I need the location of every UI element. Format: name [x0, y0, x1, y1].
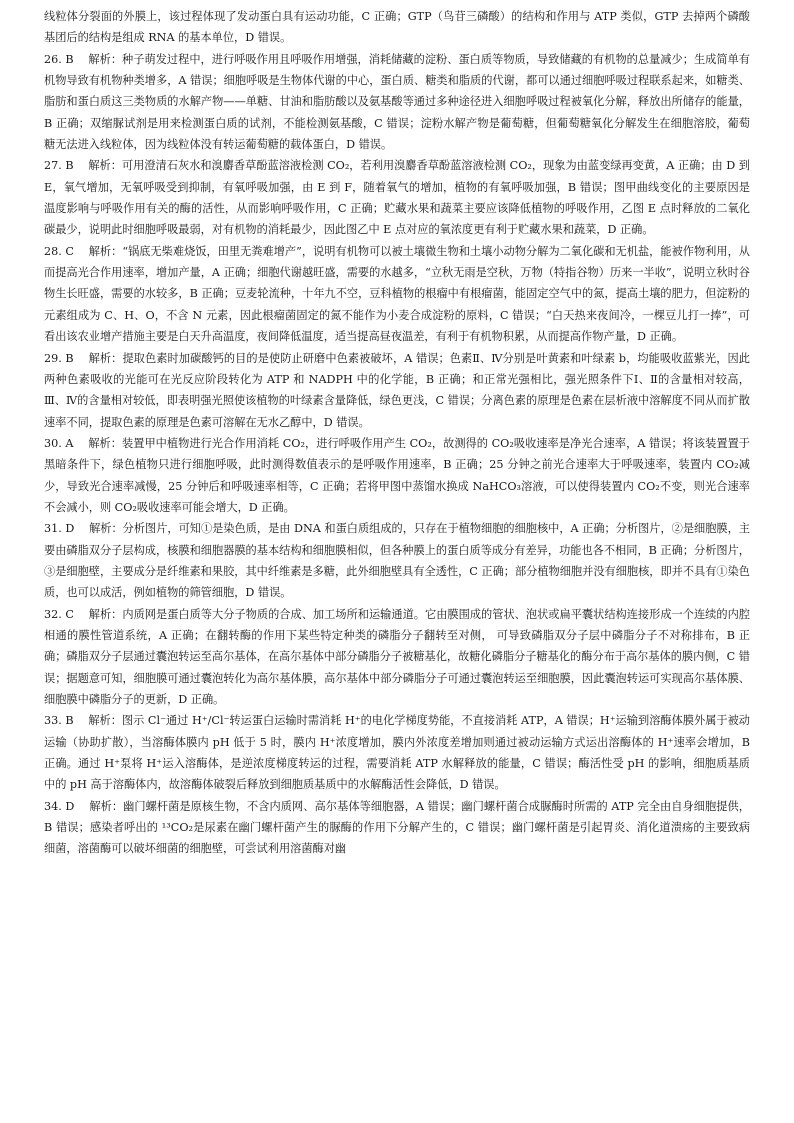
answer-paragraph-31: 31. D 解析：分析图片，可知①是染色质，是由 DNA 和蛋白质组成的，只存在于植物细胞的细胞核中，A 正确；分析图片，②是细胞膜，主要由磷脂双分子层构成，核膜和细胞器膜的基本结构和细胞膜相似，但各种膜上的蛋白质等成分有差异，功能也各不相同，B 正确；分析图片，③是细胞壁，主要成分是纤维素和果胶，其中纤维素是多糖，此外细胞壁具有全透性，C 正确；部分植物细胞并没有细胞核，即并不具有①染色质，也可以成活，例如植物的筛管细胞，D 错误。 — [44, 522, 750, 600]
answer-paragraph-27: 27. B 解析：可用澄清石灰水和溴麝香草酚蓝溶液检测 CO₂，若利用溴麝香草酚蓝溶液检测 CO₂，现象为由蓝变绿再变黄，A 正确；由 D 到 E，氧气增加，无氧呼吸受到抑制，有氧呼吸加强，由 E 到 F，随着氧气的增加，植物的有氧呼吸加强，B 错误；图甲曲线变化的主要原因是温度影响与呼吸作用有关的酶的活性，从而影响呼吸作用，C 正确；贮藏水果和蔬菜主要应该降低植物的呼吸作用，乙图 E 点时释放的二氧化碳最少，说明此时细胞呼吸最弱，对有机物的消耗最少，因此图乙中 E 点对应的氧浓度更有利于贮藏水果和蔬菜，D 正确。 — [44, 159, 750, 237]
answer-paragraph-32: 32. C 解析：内质网是蛋白质等大分子物质的合成、加工场所和运输通道。它由膜围成的管状、泡状或扁平囊状结构连接形成一个连续的内腔相通的膜性管道系统，A 正确；在翻转酶的作用下某些特定种类的磷脂分子翻转至对侧， 可导致磷脂双分子层中磷脂分子不对称排布，B 正确；磷脂双分子层通过囊泡转运至高尔基体，在高尔基体中部分磷脂分子被糖基化，故糖化磷脂分子糖基化的酶分布于高尔基体的膜内侧，C 错误；据题意可知，细胞膜可通过囊泡转化为高尔基体膜，高尔基体中部分磷脂分子可通过囊泡转运至细胞膜，因此囊泡转运可实现高尔基体膜、细胞膜中磷脂分子的更新，D 正确。 — [44, 607, 750, 706]
answer-paragraph-continued: 线粒体分裂面的外膜上，该过程体现了发动蛋白具有运动功能，C 正确；GTP（鸟苷三磷酸）的结构和作用与 ATP 类似，GTP 去掉两个磷酸基团后的结构是组成 RNA 的基本单位，D 错误。 — [44, 10, 750, 45]
answer-paragraph-26: 26. B 解析：种子萌发过程中，进行呼吸作用且呼吸作用增强，消耗储藏的淀粉、蛋白质等物质，导致储藏的有机物的总量减少；生成简单有机物导致有机物种类增多，A 错误；细胞呼吸是生物体代谢的中心，蛋白质、糖类和脂质的代谢，都可以通过细胞呼吸过程联系起来，如糖类、脂肪和蛋白质这三类物质的水解产物——单糖、甘油和脂肪酸以及氨基酸等通过多种途径进入细胞呼吸过程被氧化分解，释放出所储存的能量，B 正确；双缩脲试剂是用来检测蛋白质的试剂，不能检测氨基酸，C 错误；淀粉水解产物是葡萄糖，但葡萄糖氧化分解发生在细胞溶胶，葡萄糖无法进入线粒体，因为线粒体没有转运葡萄糖的载体蛋白，D 错误。 — [44, 52, 750, 152]
answer-paragraph-29: 29. B 解析：提取色素时加碳酸钙的目的是使防止研磨中色素被破坏，A 错误；色素Ⅱ、Ⅳ分别是叶黄素和叶绿素 b，均能吸收蓝紫光，因此两种色素吸收的光能可在光反应阶段转化为 ATP 和 NADPH 中的化学能，B 正确；和正常光强相比，强光照条件下Ⅰ、Ⅱ的含量相对较高，Ⅲ、Ⅳ的含量相对较低，即表明强光照使该植物的叶绿素含量降低，绿色更浅，C 错误；分离色素的原理是色素在层析液中溶解度不同从而扩散速率不同，提取色素的原理是色素可溶解在无水乙醇中，D 错误。 — [44, 351, 750, 429]
answer-paragraph-34: 34. D 解析：幽门螺杆菌是原核生物，不含内质网、高尔基体等细胞器，A 错误；幽门螺杆菌合成脲酶时所需的 ATP 完全由自身细胞提供，B 错误；感染者呼出的 ¹³CO₂是尿素在幽门螺杆菌产生的脲酶的作用下分解产生的，C 错误；幽门螺杆菌是引起胃炎、消化道溃疡的主要致病细菌，溶菌酶可以破坏细菌的细胞壁，可尝试利用溶菌酶对幽 — [44, 799, 750, 856]
answer-paragraph-33: 33. B 解析：图示 Cl⁻通过 H⁺/Cl⁻转运蛋白运输时需消耗 H⁺的电化学梯度势能，不直接消耗 ATP，A 错误；H⁺运输到溶酶体膜外属于被动运输（协助扩散），当溶酶体膜内 pH 低于 5 时，膜内 H⁺浓度增加，膜内外浓度差增加则通过被动运输方式运出溶酶体的 H⁺速率会增加，B 正确。通过 H⁺泵将 H⁺运入溶酶体，是逆浓度梯度转运的过程，需要消耗 ATP 水解释放的能量，C 错误；酶活性受 pH 的影响，细胞质基质中的 pH 高于溶酶体内，故溶酶体破裂后释放到细胞质基质中的水解酶活性会降低，D 错误。 — [44, 714, 750, 792]
answer-paragraph-30: 30. A 解析：装置甲中植物进行光合作用消耗 CO₂，进行呼吸作用产生 CO₂，故测得的 CO₂吸收速率是净光合速率，A 错误；将该装置置于黑暗条件下，绿色植物只进行细胞呼吸，此时测得数值表示的是呼吸作用速率，B 正确；25 分钟之前光合速率大于呼吸速率，装置内 CO₂减少，导致光合速率减慢，25 分钟后和呼吸速率相等，C 正确；若将甲图中蒸馏水换成 NaHCO₃溶液，可以使得装置内 CO₂不变，则光合速率不会减小，则 CO₂吸收速率可能会增大，D 正确。 — [44, 436, 750, 514]
answer-paragraph-28: 28. C 解析：“锅底无柴难烧饭，田里无粪难增产”，说明有机物可以被土壤微生物和土壤小动物分解为二氧化碳和无机盐，能被作物利用，从而提高光合作用速率，增加产量，A 正确；细胞代谢越旺盛，需要的水越多，“立秋无雨是空秋，万物（特指谷物）历来一半收”，说明立秋时谷物生长旺盛，需要的水较多，B 正确；豆麦轮流种，十年九不空，豆科植物的根瘤中有根瘤菌，能固定空气中的氮，提高土壤的肥力，但淀粉的元素组成为 C、H、O，不含 N 元素，因此根瘤菌固定的氮不能作为小麦合成淀粉的原料，C 错误；“白天热来夜间冷，一棵豆儿打一捧”，可看出该农业增产措施主要是白天升高温度，夜间降低温度，适当提高昼夜温差，有利于有机物积累，从而提高作物产量，D 正确。 — [44, 244, 750, 344]
